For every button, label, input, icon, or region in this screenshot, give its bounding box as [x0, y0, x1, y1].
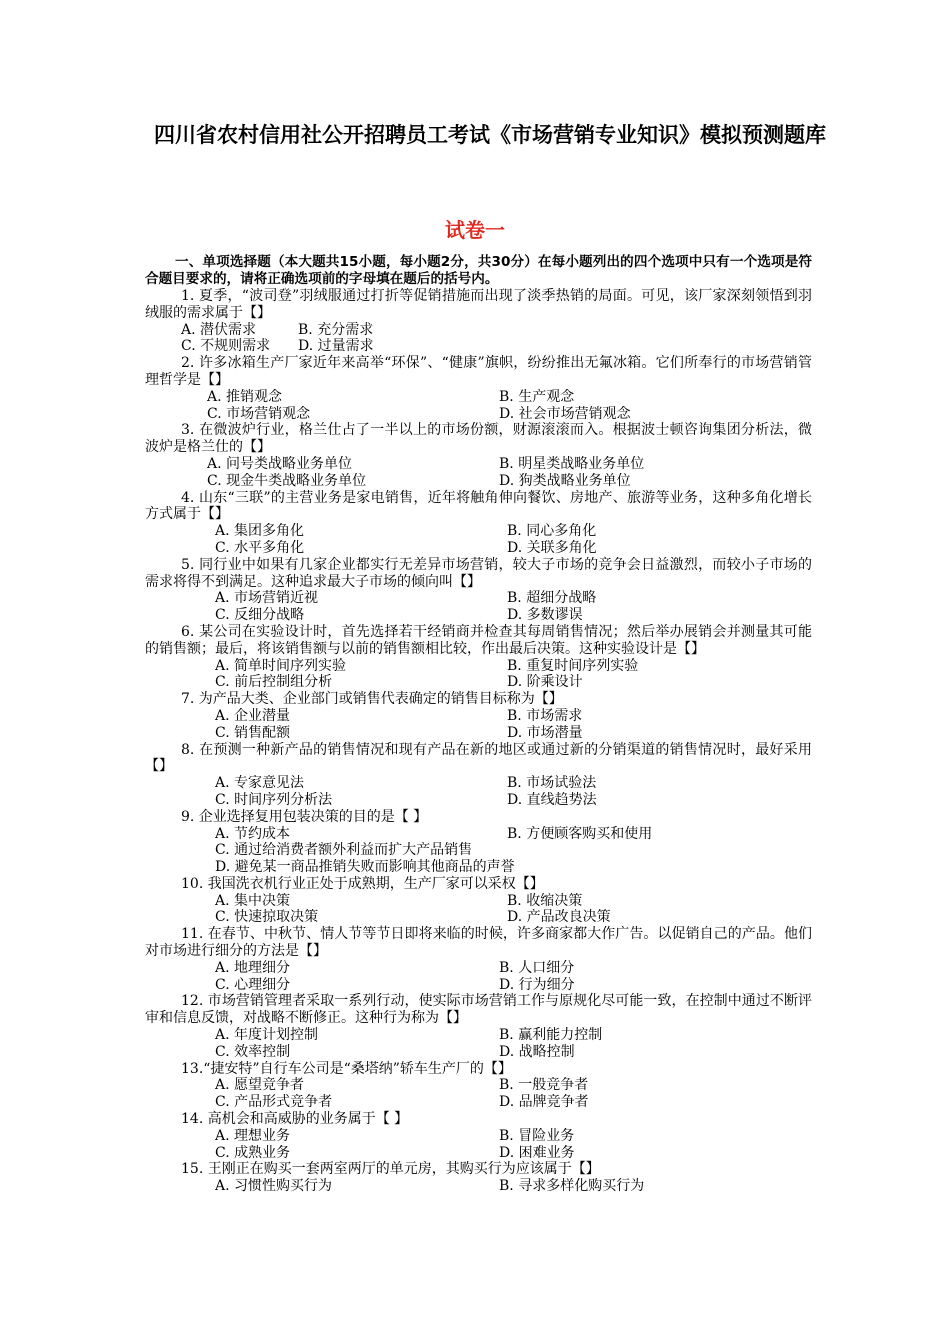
option-grid: [145, 658, 812, 692]
question-stem: 13.“捷安特”自行车公司是“桑塔纳”轿车生产厂的【】: [181, 1060, 512, 1077]
option-c: C. 效率控制: [215, 1043, 291, 1060]
question-stem: 14. 高机会和高威胁的业务属于【 】: [181, 1111, 409, 1128]
option-a: A. 愿望竞争者: [215, 1077, 305, 1094]
question-4: [145, 490, 812, 557]
question-stem: 4. 山东“三联”的主营业务是家电销售，近年将触角伸向餐饮、房地产、旅游等业务，这种多角化增长方式属于【】: [145, 489, 812, 523]
option-a: A. 集团多角化: [215, 523, 305, 540]
option-grid: [145, 523, 812, 557]
option-c: C. 市场营销观念: [207, 405, 311, 422]
question-5: [145, 557, 812, 624]
option-c: C. 时间序列分析法: [215, 791, 333, 808]
option-d: D. 产品改良决策: [507, 909, 611, 926]
section-instructions: 一、单项选择题（本大题共15小题，每小题2分，共30分）在每小题列出的四个选项中只有一个选项是符合题目要求的，请将正确选项前的字母填在题后的括号内。: [145, 254, 812, 287]
question-8: [145, 742, 812, 809]
option-a: A. 简单时间序列实验: [215, 657, 347, 674]
option-b: B. 冒险业务: [499, 1127, 575, 1144]
option-grid: [145, 1178, 812, 1195]
option-grid: [145, 389, 812, 423]
option-c: C. 现金牛类战略业务单位: [207, 472, 367, 489]
option-c: C. 成熟业务: [215, 1144, 291, 1161]
option-grid: [145, 590, 812, 624]
option-grid: [145, 456, 812, 490]
option-d: D. 阶乘设计: [507, 674, 583, 691]
option-a: A. 问号类战略业务单位: [207, 455, 353, 472]
option-b: B. 市场需求: [507, 707, 583, 724]
question-list: [145, 288, 812, 1195]
option-a: A. 集中决策: [215, 892, 291, 909]
option-a: A. 专家意见法: [215, 775, 305, 792]
question-stem: 10. 我国洗衣机行业正处于成熟期，生产厂家可以采权【】: [181, 875, 544, 892]
option-b: B. 市场试验法: [507, 775, 597, 792]
option-grid: [145, 960, 812, 994]
option-grid: [145, 826, 812, 876]
option-d: D. 市场潜量: [507, 724, 583, 741]
option-b: B. 明星类战略业务单位: [499, 455, 645, 472]
option-a: A. 市场营销近视: [215, 590, 319, 607]
option-c: C. 产品形式竞争者: [215, 1094, 333, 1111]
option-a: A. 节约成本: [215, 825, 291, 842]
option-a: A. 地理细分: [215, 959, 291, 976]
option-b: B. 充分需求: [298, 321, 374, 338]
option-b: B. 收缩决策: [507, 892, 583, 909]
option-c: C. 心理细分: [215, 976, 291, 993]
option-b: B. 人口细分: [499, 959, 575, 976]
question-6: [145, 624, 812, 691]
option-c: C. 水平多角化: [215, 539, 305, 556]
option-d: D. 过量需求: [298, 338, 374, 355]
option-grid: [145, 1128, 812, 1162]
option-a: A. 推销观念: [207, 388, 283, 405]
paper-title: 试卷一: [445, 218, 505, 242]
option-d: D. 社会市场营销观念: [499, 405, 631, 422]
option-d: D. 关联多角化: [507, 539, 597, 556]
option-d: D. 品牌竞争者: [499, 1094, 589, 1111]
question-stem: 6. 某公司在实验设计时，首先选择若干经销商并检查其每周销售情况；然后举办展销会并测量其可能的销售额；最后，将该销售额与以前的销售额相比较，作出最后决策。这种实验设计是【】: [145, 623, 812, 657]
option-d: D. 困难业务: [499, 1144, 575, 1161]
option-c: C. 前后控制组分析: [215, 674, 333, 691]
question-stem: 1. 夏季，“波司登”羽绒服通过打折等促销措施而出现了淡季热销的局面。可见，该厂家深刻领悟到羽绒服的需求属于【】: [145, 288, 812, 321]
option-a: A. 潜伏需求: [181, 321, 257, 338]
option-b: B. 超细分战略: [507, 590, 597, 607]
question-13: [145, 1061, 812, 1111]
option-b: B. 生产观念: [499, 388, 575, 405]
question-stem: 15. 王刚正在购买一套两室两厅的单元房，其购买行为应该属于【】: [181, 1161, 600, 1178]
option-d: D. 避免某一商品推销失败而影响其他商品的声誉: [215, 859, 515, 876]
option-c: C. 反细分战略: [215, 607, 305, 624]
question-15: [145, 1161, 812, 1195]
question-3: [145, 422, 812, 489]
option-c: C. 销售配额: [215, 724, 291, 741]
document-title: 四川省农村信用社公开招聘员工考试《市场营销专业知识》模拟预测题库: [154, 123, 826, 147]
question-11: [145, 926, 812, 993]
option-c: C. 不规则需求: [181, 338, 271, 355]
option-a: A. 企业潜量: [215, 707, 291, 724]
option-grid: [145, 1027, 812, 1061]
question-2: [145, 355, 812, 422]
option-grid: [145, 893, 812, 927]
question-stem: 2. 许多冰箱生产厂家近年来高举“环保”、“健康”旗帜，纷纷推出无氟冰箱。它们所奉行的市场营销管理哲学是【】: [145, 355, 812, 388]
option-b: B. 方便顾客购买和使用: [507, 825, 653, 842]
question-9: [145, 809, 812, 876]
option-grid: [145, 1077, 812, 1111]
option-a: A. 习惯性购买行为: [215, 1178, 333, 1195]
question-stem: 8. 在预测一种新产品的销售情况和现有产品在新的地区或通过新的分销渠道的销售情况时，最好采用【】: [145, 741, 812, 775]
question-stem: 3. 在微波炉行业，格兰仕占了一半以上的市场份额，财源滚滚而入。根据波士顿咨询集团分析法，微波炉是格兰仕的【】: [145, 422, 812, 456]
option-b: B. 寻求多样化购买行为: [499, 1178, 645, 1195]
option-d: D. 狗类战略业务单位: [499, 472, 631, 489]
question-12: [145, 993, 812, 1060]
option-a: A. 理想业务: [215, 1127, 291, 1144]
option-c: C. 通过给消费者额外利益而扩大产品销售: [215, 842, 473, 859]
option-b: B. 重复时间序列实验: [507, 657, 639, 674]
question-14: [145, 1111, 812, 1161]
option-a: A. 年度计划控制: [215, 1027, 319, 1044]
question-stem: 12. 市场营销管理者采取一系列行动，使实际市场营销工作与原规化尽可能一致，在控制中通过不断评审和信息反馈，对战略不断修正。这种行为称为【】: [145, 993, 812, 1027]
question-stem: 7. 为产品大类、企业部门或销售代表确定的销售目标称为【】: [181, 691, 563, 708]
option-d: D. 行为细分: [499, 976, 575, 993]
option-grid: [145, 775, 812, 809]
option-b: B. 赢利能力控制: [499, 1027, 603, 1044]
option-b: B. 同心多角化: [507, 523, 597, 540]
option-d: D. 直线趋势法: [507, 791, 597, 808]
question-10: [145, 876, 812, 926]
option-grid: [145, 708, 812, 742]
question-stem: 5. 同行业中如果有几家企业都实行无差异市场营销，较大子市场的竞争会日益激烈，而较小子市场的需求将得不到满足。这种追求最大子市场的倾向叫【】: [145, 556, 812, 590]
option-c: C. 快速掠取决策: [215, 909, 319, 926]
option-b: B. 一般竞争者: [499, 1077, 589, 1094]
question-stem: 9. 企业选择复用包装决策的目的是【 】: [181, 808, 428, 825]
question-7: [145, 691, 812, 741]
question-1: [145, 288, 812, 355]
option-grid: [145, 322, 812, 356]
question-stem: 11. 在春节、中秋节、情人节等节日即将来临的时候，许多商家都大作广告。以促销自己的产品。他们对市场进行细分的方法是【】: [145, 926, 812, 960]
option-d: D. 多数谬误: [507, 607, 583, 624]
option-d: D. 战略控制: [499, 1043, 575, 1060]
